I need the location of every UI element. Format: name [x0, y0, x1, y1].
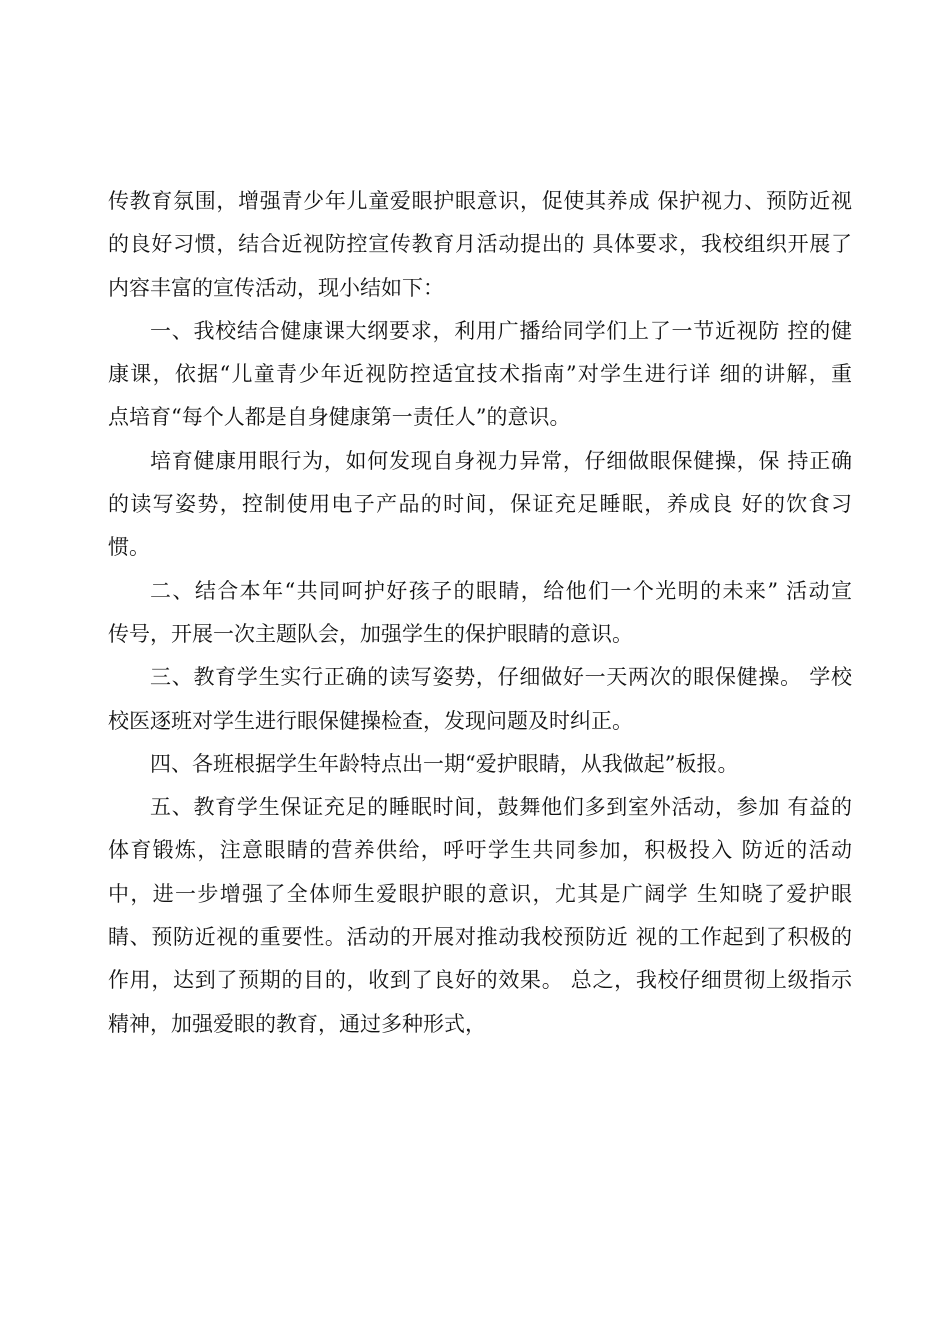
paragraph-item-5	[108, 786, 852, 1046]
text-line: 传教育氛围，增强青少年儿童爱眼护眼意识，促使其养成 保护视力、预防近视	[108, 189, 852, 213]
text-line: 内容丰富的宣传活动，现小结如下：	[108, 275, 444, 300]
paragraph-item-4	[108, 743, 852, 786]
text-line: 精神，加强爱眼的教育，通过多种形式，	[108, 1011, 486, 1036]
text-line: 睛、预防近视的重要性。活动的开展对推动我校预防近 视的工作起到了积极的	[108, 925, 852, 950]
text-line: 的读写姿势，控制使用电子产品的时间，保证充足睡眠，养成良 好的饮食习	[108, 492, 852, 517]
text-line: 惯。	[108, 535, 150, 560]
text-line: 体育锻炼，注意眼睛的营养供给，呼吁学生共同参加，积极投入 防近的活动	[108, 838, 852, 863]
paragraph-item-2	[108, 570, 852, 657]
text-line: 作用，达到了预期的目的，收到了良好的效果。 总之，我校仔细贯彻上级指示	[108, 968, 852, 993]
text-line: 中，进一步增强了全体师生爱眼护眼的意识，尤其是广阔学 生知晓了爱护眼	[108, 881, 852, 906]
text-line: 康课，依据“儿童青少年近视防控适宜技术指南”对学生进行详 细的讲解，重	[108, 362, 852, 387]
text-line: 传号，开展一次主题队会，加强学生的保护眼睛的意识。	[108, 621, 633, 646]
text-line: 二、结合本年“共同呵护好孩子的眼睛，给他们一个光明的未来” 活动宣	[150, 578, 852, 603]
paragraph-intro	[108, 180, 852, 310]
text-line: 一、我校结合健康课大纲要求，利用广播给同学们上了一节近视防 控的健	[150, 318, 852, 343]
paragraph-item-1b	[108, 440, 852, 570]
text-line: 点培育“每个人都是自身健康第一责任人”的意识。	[108, 405, 571, 430]
text-line: 五、教育学生保证充足的睡眠时间，鼓舞他们多到室外活动，参加 有益的	[150, 795, 852, 820]
text-line: 培育健康用眼行为，如何发现自身视力异常，仔细做眼保健操，保 持正确	[150, 448, 852, 473]
text-line: 四、各班根据学生年龄特点出一期“爱护眼睛，从我做起”板报。	[150, 751, 739, 776]
text-line: 三、教育学生实行正确的读写姿势，仔细做好一天两次的眼保健操。 学校	[150, 665, 852, 690]
text-line: 校医逐班对学生进行眼保健操检查，发现问题及时纠正。	[108, 708, 633, 733]
paragraph-item-1	[108, 310, 852, 440]
text-line: 的良好习惯，结合近视防控宣传教育月活动提出的 具体要求，我校组织开展了	[108, 232, 852, 257]
paragraph-item-3	[108, 656, 852, 743]
document-body	[108, 180, 852, 1046]
